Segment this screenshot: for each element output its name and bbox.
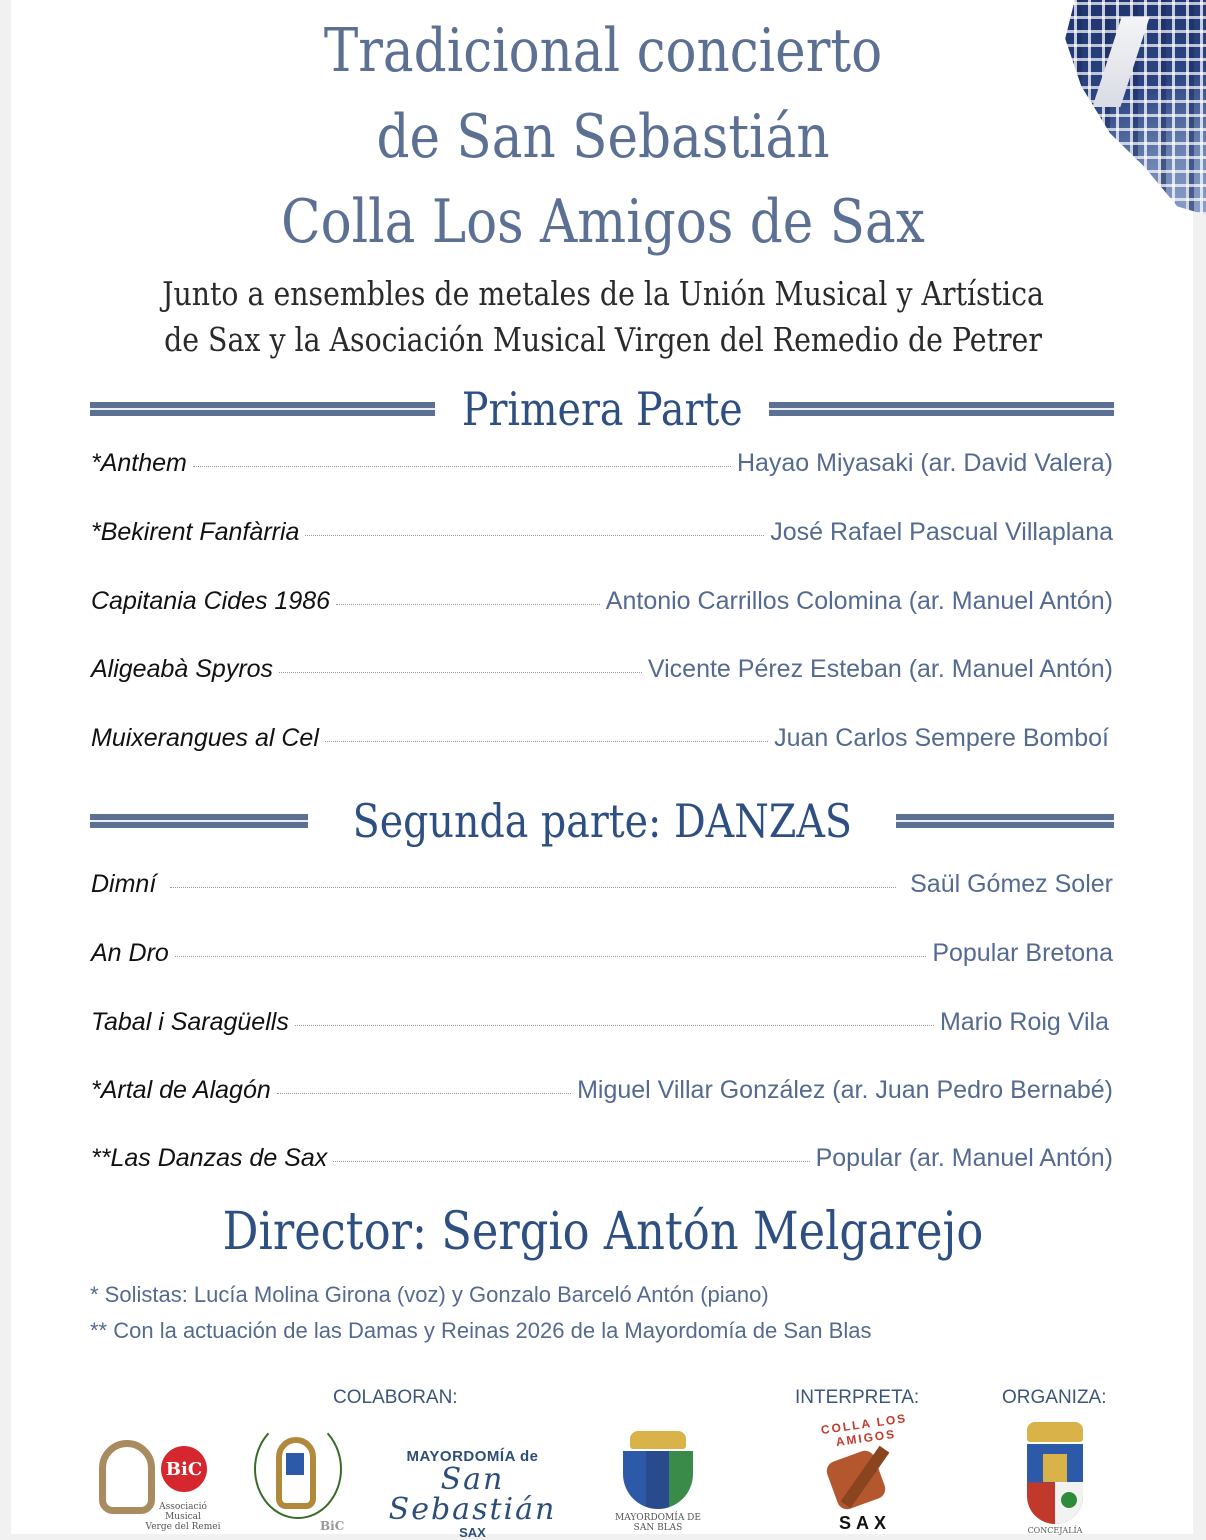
dot-leader [170,886,896,888]
program-row [91,939,1113,971]
subtitle-line-1: Junto a ensembles de metales de la Unión Musical y Artística [162,274,1044,313]
composer: Saül Gómez Soler [910,870,1113,898]
work-title: *Bekirent Fanfàrria [91,518,300,546]
coat-of-arms-icon [286,1453,304,1475]
dot-leader [193,465,731,467]
organiza-label: ORGANIZA: [1002,1387,1107,1408]
work-title: *Anthem [91,449,187,477]
work-title: Dimní [91,870,157,898]
director-heading: Director: Sergio Antón Melgarejo [222,1202,984,1262]
work-title: Aligeabà Spyros [91,655,274,683]
composer: Miguel Villar González (ar. Juan Pedro Bernabé) [577,1076,1113,1104]
work-title: **Las Danzas de Sax [91,1144,328,1172]
divider-rule-right [896,814,1114,828]
program-row [91,724,1109,756]
program-row [91,587,1113,619]
dot-leader [175,955,927,957]
composer: Mario Roig Vila [939,1008,1109,1036]
composer: Popular (ar. Manuel Antón) [815,1144,1113,1172]
logo-caption: Associació Musical Verge del Remei [145,1502,221,1532]
crown-icon [1027,1422,1083,1442]
program-row [91,870,1113,902]
dot-leader [295,1024,934,1026]
colaboran-label: COLABORAN: [333,1387,458,1408]
program-row [91,1008,1109,1040]
program-row [91,518,1113,550]
logo-mayordomia-san-sebastian: MAYORDOMÍA de San Sebastián SAX [388,1448,557,1540]
divider-rule-left [90,402,435,416]
composer: Antonio Carrillos Colomina (ar. Manuel Antón) [605,587,1113,615]
dot-leader [325,740,768,742]
work-title: Capitania Cides 1986 [91,587,331,615]
crown-icon [630,1431,686,1449]
shield-icon [623,1451,693,1509]
section-title: Primera Parte [461,382,743,436]
dot-leader [277,1092,571,1094]
composer: Vicente Pérez Esteban (ar. Manuel Antón) [647,655,1113,683]
section-heading-part1 [90,384,1114,434]
dot-leader [305,534,764,536]
composer: Juan Carlos Sempere Bomboí [774,724,1109,752]
logo-mayordomia-san-blas: MAYORDOMÍA DE SAN BLAS [608,1425,708,1534]
divider-rule-right [769,402,1114,416]
bic-badge: BiC [161,1446,207,1492]
subtitle-line-2: de Sax y la Asociación Musical Virgen del Remedio de Petrer [164,320,1042,359]
dot-leader [336,603,600,605]
dot-leader [333,1160,809,1162]
title-line-2: de San Sebastián [376,102,830,172]
work-title: Muixerangues al Cel [91,724,319,752]
interpreta-label: INTERPRETA: [795,1387,920,1408]
logo-concejalia: CONCEJALÍA [1015,1418,1095,1534]
composer: Popular Bretona [932,939,1113,967]
logo-colla-los-amigos: COLLA LOS AMIGOS SAX [820,1411,909,1533]
composer: José Rafael Pascual Villaplana [770,518,1113,546]
work-title: *Artal de Alagón [91,1076,271,1104]
logo-union-musical-sax: BiC [248,1415,344,1534]
work-title: Tabal i Saragüells [91,1008,289,1036]
title-line-1: Tradicional concierto [323,16,883,86]
program-row [91,655,1113,687]
logo-associacio-remei [95,1440,225,1530]
shield-icon [1027,1444,1083,1524]
footnote-damas: ** Con la actuación de las Damas y Reinas 2026 de la Mayordomía de San Blas [90,1318,872,1343]
castle-icon [1043,1454,1067,1482]
dot-leader [279,671,642,673]
composer: Hayao Miyasaki (ar. David Valera) [736,449,1113,477]
title-line-3: Colla Los Amigos de Sax [281,187,925,257]
footnote-soloists: * Solistas: Lucía Molina Girona (voz) y Gonzalo Barceló Antón (piano) [90,1282,769,1307]
program-row [91,1144,1113,1176]
divider-rule-left [90,814,308,828]
program-row [91,449,1113,481]
section-title: Segunda parte: DANZAS [352,794,852,848]
tree-icon [1061,1492,1077,1508]
section-heading-part2 [90,796,1114,846]
work-title: An Dro [91,939,169,967]
program-row [91,1076,1113,1108]
